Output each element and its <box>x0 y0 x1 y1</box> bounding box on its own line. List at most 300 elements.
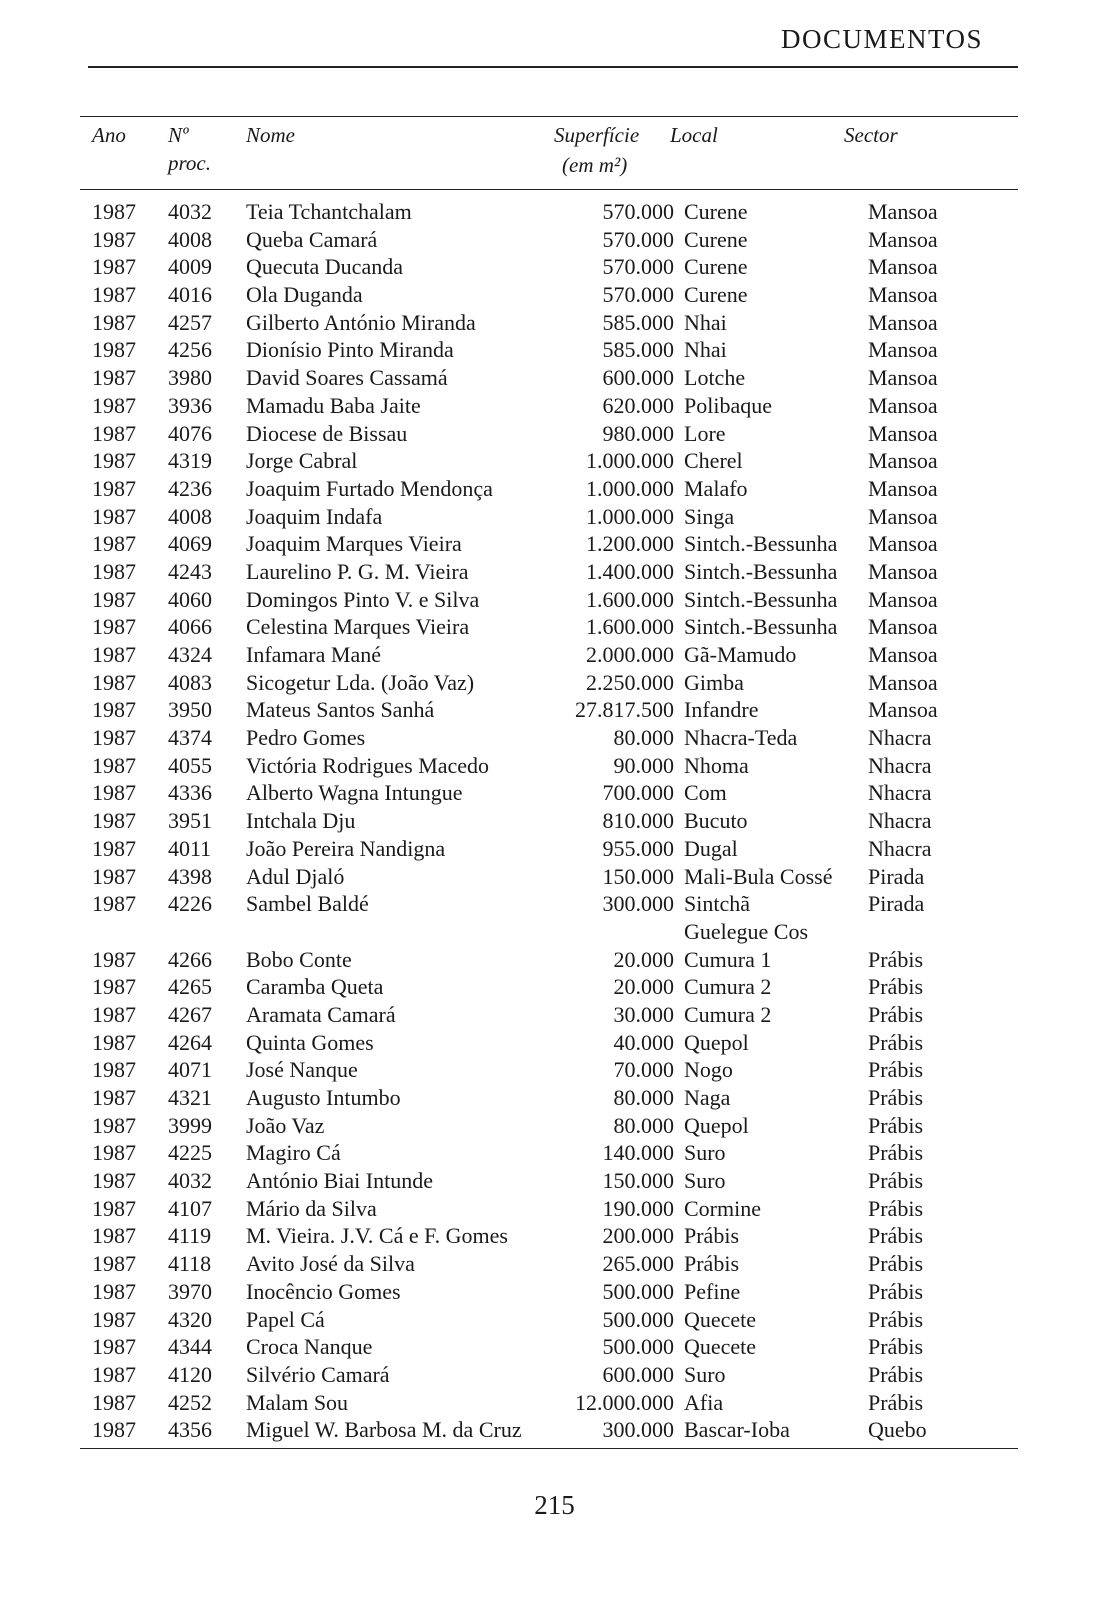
cell-ano: 1987 <box>92 531 136 557</box>
cell-local: Lore <box>684 420 726 446</box>
cell-superficie: 20.000 <box>613 946 674 972</box>
cell-local: Sintch.-Bessunha <box>684 586 838 612</box>
cell-proc: 4243 <box>168 558 212 584</box>
cell-nome: Aramata Camará <box>246 1001 396 1027</box>
cell-superficie: 570.000 <box>602 282 674 308</box>
cell-nome: João Vaz <box>246 1112 325 1138</box>
cell-ano: 1987 <box>92 1029 136 1055</box>
table-row <box>80 1276 1018 1304</box>
cell-nome: Papel Cá <box>246 1306 325 1332</box>
cell-local: Nhoma <box>684 752 749 778</box>
cell-sector: Nhacra <box>868 780 932 806</box>
cell-proc: 4236 <box>168 475 212 501</box>
cell-sector: Nhacra <box>868 725 932 751</box>
cell-superficie: 90.000 <box>613 752 674 778</box>
table-row <box>80 224 1018 252</box>
cell-sector: Mansoa <box>868 199 938 224</box>
cell-sector: Mansoa <box>868 226 938 252</box>
cell-proc: 4008 <box>168 226 212 252</box>
cell-sector: Prábis <box>868 1306 923 1332</box>
cell-proc: 4226 <box>168 891 212 917</box>
cell-sector: Mansoa <box>868 503 938 529</box>
cell-nome: David Soares Cassamá <box>246 365 448 391</box>
cell-proc: 4083 <box>168 669 212 695</box>
cell-proc: 4264 <box>168 1029 212 1055</box>
cell-nome: Sambel Baldé <box>246 891 369 917</box>
table-row <box>80 1082 1018 1110</box>
cell-nome: João Pereira Nandigna <box>246 835 446 861</box>
cell-sector: Prábis <box>868 1334 923 1360</box>
cell-superficie: 150.000 <box>602 1168 674 1194</box>
cell-local: Suro <box>684 1361 726 1387</box>
cell-proc: 4256 <box>168 337 212 363</box>
cell-superficie: 570.000 <box>602 226 674 252</box>
table-row <box>80 611 1018 639</box>
cell-sector: Mansoa <box>868 392 938 418</box>
cell-local: Afia <box>684 1389 724 1415</box>
cell-sector: Prábis <box>868 974 923 1000</box>
cell-superficie: 140.000 <box>602 1140 674 1166</box>
table-row <box>80 362 1018 390</box>
table-row <box>80 307 1018 335</box>
cell-local: Cherel <box>684 448 743 474</box>
table-header <box>80 117 1018 189</box>
cell-proc: 3970 <box>168 1278 212 1304</box>
cell-sector: Prábis <box>868 1195 923 1221</box>
col-header-superficie-2: (em m²) <box>562 153 628 177</box>
cell-superficie: 190.000 <box>602 1195 674 1221</box>
cell-local: Com <box>684 780 727 806</box>
cell-local: Sintch.-Bessunha <box>684 614 838 640</box>
cell-ano: 1987 <box>92 1389 136 1415</box>
cell-superficie: 265.000 <box>602 1251 674 1277</box>
table-row <box>80 971 1018 999</box>
cell-ano: 1987 <box>92 448 136 474</box>
cell-proc: 4324 <box>168 642 212 667</box>
cell-superficie: 700.000 <box>602 780 674 806</box>
cell-sector: Nhacra <box>868 835 932 861</box>
cell-local: Curene <box>684 254 748 280</box>
table-row <box>80 1331 1018 1359</box>
table-row <box>80 1193 1018 1221</box>
cell-ano: 1987 <box>92 337 136 363</box>
cell-local: Quecete <box>684 1334 757 1360</box>
cell-ano: 1987 <box>92 780 136 806</box>
cell-sector: Mansoa <box>868 282 938 308</box>
cell-superficie: 600.000 <box>602 365 674 391</box>
cell-sector: Mansoa <box>868 642 938 667</box>
cell-nome: Bobo Conte <box>246 946 352 972</box>
cell-ano: 1987 <box>92 752 136 778</box>
cell-proc: 4320 <box>168 1306 212 1332</box>
cell-nome: Diocese de Bissau <box>246 420 408 446</box>
cell-nome: Malam Sou <box>246 1389 349 1415</box>
cell-local: Curene <box>684 282 748 308</box>
cell-local: Nhai <box>684 309 727 335</box>
cell-ano: 1987 <box>92 282 136 308</box>
cell-nome: Adul Djaló <box>246 863 345 889</box>
cell-nome: Croca Nanque <box>246 1334 373 1360</box>
table-row <box>80 1220 1018 1248</box>
cell-proc: 4257 <box>168 309 212 335</box>
table-row <box>80 528 1018 556</box>
cell-ano: 1987 <box>92 586 136 612</box>
cell-proc: 4265 <box>168 974 212 1000</box>
cell-superficie: 1.000.000 <box>586 503 674 529</box>
cell-superficie: 955.000 <box>602 835 674 861</box>
cell-proc: 4267 <box>168 1001 212 1027</box>
cell-proc: 3980 <box>168 365 212 391</box>
cell-local: Polibaque <box>684 392 772 418</box>
table-row <box>80 1359 1018 1387</box>
cell-proc: 4008 <box>168 503 212 529</box>
cell-local: Cumura 1 <box>684 946 772 972</box>
cell-proc: 4336 <box>168 780 212 806</box>
cell-local: Gimba <box>684 669 744 695</box>
table-row <box>80 1110 1018 1138</box>
table-row <box>80 833 1018 861</box>
cell-proc: 3950 <box>168 697 212 723</box>
cell-nome: Gilberto António Miranda <box>246 309 476 335</box>
cell-superficie: 500.000 <box>602 1334 674 1360</box>
cell-superficie: 500.000 <box>602 1278 674 1304</box>
cell-local: Suro <box>684 1168 726 1194</box>
cell-local: Bucuto <box>684 808 748 834</box>
cell-ano: 1987 <box>92 503 136 529</box>
table-row <box>80 1304 1018 1332</box>
cell-proc: 4374 <box>168 725 212 751</box>
col-header-proc-1: Nº <box>168 123 189 147</box>
table-row <box>80 667 1018 695</box>
cell-proc: 4016 <box>168 282 212 308</box>
cell-nome: Pedro Gomes <box>246 725 366 751</box>
cell-proc: 3936 <box>168 392 212 418</box>
cell-sector: Mansoa <box>868 586 938 612</box>
table-row <box>80 805 1018 833</box>
cell-sector: Prábis <box>868 1140 923 1166</box>
cell-superficie: 80.000 <box>613 1112 674 1138</box>
cell-nome: Joaquim Furtado Mendonça <box>246 475 493 501</box>
cell-local: Cumura 2 <box>684 1001 772 1027</box>
cell-nome: Victória Rodrigues Macedo <box>246 752 490 778</box>
cell-superficie: 300.000 <box>602 891 674 917</box>
cell-ano: 1987 <box>92 254 136 280</box>
col-header-ano: Ano <box>92 123 126 147</box>
cell-ano: 1987 <box>92 1223 136 1249</box>
cell-sector: Nhacra <box>868 752 932 778</box>
cell-ano: 1987 <box>92 392 136 418</box>
cell-nome: Quinta Gomes <box>246 1029 374 1055</box>
page-number: 215 <box>534 1490 575 1520</box>
cell-superficie: 40.000 <box>613 1029 674 1055</box>
cell-sector: Mansoa <box>868 420 938 446</box>
cell-local: Sintchã <box>684 891 750 917</box>
cell-local: Singa <box>684 503 735 529</box>
cell-nome: Joaquim Indafa <box>246 503 383 529</box>
cell-local: Sintch.-Bessunha <box>684 558 838 584</box>
table-row <box>80 473 1018 501</box>
cell-ano: 1987 <box>92 1085 136 1110</box>
cell-superficie: 2.000.000 <box>586 642 674 667</box>
cell-local: Sintch.-Bessunha <box>684 531 838 557</box>
table-row <box>80 501 1018 529</box>
cell-ano: 1987 <box>92 1195 136 1221</box>
cell-nome: Silvério Camará <box>246 1361 390 1387</box>
cell-local: Gã-Mamudo <box>684 642 797 667</box>
cell-ano: 1987 <box>92 1168 136 1194</box>
cell-ano: 1987 <box>92 946 136 972</box>
cell-ano: 1987 <box>92 365 136 391</box>
cell-proc: 4032 <box>168 1168 212 1194</box>
cell-superficie: 27.817.500 <box>575 697 674 723</box>
cell-nome: Laurelino P. G. M. Vieira <box>246 558 469 584</box>
table-row <box>80 861 1018 889</box>
table-row <box>80 584 1018 612</box>
cell-superficie: 810.000 <box>602 808 674 834</box>
cell-superficie: 585.000 <box>602 337 674 363</box>
cell-proc: 4055 <box>168 752 212 778</box>
cell-proc: 4118 <box>168 1251 212 1277</box>
cell-superficie: 200.000 <box>602 1223 674 1249</box>
cell-proc: 4266 <box>168 946 212 972</box>
cell-nome: Mateus Santos Sanhá <box>246 697 435 723</box>
cell-ano: 1987 <box>92 1057 136 1083</box>
cell-ano: 1987 <box>92 1001 136 1027</box>
cell-superficie: 570.000 <box>602 199 674 224</box>
col-header-local: Local <box>670 123 718 147</box>
cell-sector: Mansoa <box>868 365 938 391</box>
cell-sector: Mansoa <box>868 558 938 584</box>
cell-local: Infandre <box>684 697 759 723</box>
cell-ano: 1987 <box>92 475 136 501</box>
cell-ano: 1987 <box>92 642 136 667</box>
cell-proc: 4321 <box>168 1085 212 1110</box>
cell-ano: 1987 <box>92 725 136 751</box>
cell-nome: Ola Duganda <box>246 282 363 308</box>
cell-ano: 1987 <box>92 309 136 335</box>
cell-proc: 4356 <box>168 1417 212 1443</box>
cell-superficie: 12.000.000 <box>575 1389 674 1415</box>
cell-ano: 1987 <box>92 669 136 695</box>
cell-superficie: 1.400.000 <box>586 558 674 584</box>
cell-nome: Jorge Cabral <box>246 448 358 474</box>
cell-local: Malafo <box>684 475 748 501</box>
cell-superficie: 570.000 <box>602 254 674 280</box>
cell-nome: Celestina Marques Vieira <box>246 614 470 640</box>
cell-local: Curene <box>684 199 748 224</box>
cell-ano: 1987 <box>92 863 136 889</box>
table-row <box>80 1054 1018 1082</box>
cell-ano: 1987 <box>92 420 136 446</box>
cell-sector: Prábis <box>868 1389 923 1415</box>
cell-superficie: 2.250.000 <box>586 669 674 695</box>
land-concessions-table <box>80 116 1018 1449</box>
cell-nome: Dionísio Pinto Miranda <box>246 337 454 363</box>
table-row <box>80 445 1018 473</box>
cell-superficie: 1.600.000 <box>586 586 674 612</box>
cell-superficie: 1.200.000 <box>586 531 674 557</box>
cell-superficie: 80.000 <box>613 1085 674 1110</box>
cell-proc: 4120 <box>168 1361 212 1387</box>
cell-ano: 1987 <box>92 1417 136 1443</box>
cell-ano: 1987 <box>92 835 136 861</box>
cell-nome: Joaquim Marques Vieira <box>246 531 462 557</box>
cell-proc: 4319 <box>168 448 212 474</box>
cell-proc: 3999 <box>168 1112 212 1138</box>
cell-sector: Mansoa <box>868 531 938 557</box>
cell-nome: Augusto Intumbo <box>246 1085 401 1110</box>
cell-local: Mali-Bula Cossé <box>684 863 833 889</box>
cell-proc: 4060 <box>168 586 212 612</box>
cell-local: Quepol <box>684 1029 749 1055</box>
cell-proc: 4107 <box>168 1195 212 1221</box>
cell-sector: Mansoa <box>868 448 938 474</box>
cell-nome: Infamara Mané <box>246 642 381 667</box>
cell-sector: Prábis <box>868 1223 923 1249</box>
table-row <box>80 1414 1018 1442</box>
cell-nome: Domingos Pinto V. e Silva <box>246 586 480 612</box>
cell-nome: António Biai Intunde <box>246 1168 433 1194</box>
cell-ano: 1987 <box>92 558 136 584</box>
table-row <box>80 556 1018 584</box>
cell-proc: 4069 <box>168 531 212 557</box>
cell-local: Guelegue Cos <box>684 918 809 944</box>
cell-superficie: 70.000 <box>613 1057 674 1083</box>
cell-nome: Queba Camará <box>246 226 378 252</box>
col-header-nome: Nome <box>246 123 295 147</box>
table-row <box>80 1137 1018 1165</box>
table-row <box>80 279 1018 307</box>
cell-ano: 1987 <box>92 1112 136 1138</box>
table-row <box>80 1248 1018 1276</box>
cell-superficie: 500.000 <box>602 1306 674 1332</box>
header-rule <box>88 66 1018 68</box>
cell-superficie: 20.000 <box>613 974 674 1000</box>
cell-superficie: 1.000.000 <box>586 448 674 474</box>
cell-superficie: 620.000 <box>602 392 674 418</box>
cell-superficie: 1.000.000 <box>586 475 674 501</box>
cell-proc: 4066 <box>168 614 212 640</box>
table-row <box>80 1165 1018 1193</box>
cell-local: Nhacra-Teda <box>684 725 798 751</box>
cell-local: Nogo <box>684 1057 733 1083</box>
cell-sector: Mansoa <box>868 697 938 723</box>
table-row <box>80 694 1018 722</box>
cell-nome: M. Vieira. J.V. Cá e F. Gomes <box>246 1223 508 1249</box>
cell-local: Quepol <box>684 1112 749 1138</box>
cell-local: Prábis <box>684 1251 739 1277</box>
table-row <box>80 750 1018 778</box>
cell-proc: 4252 <box>168 1389 212 1415</box>
table-row <box>80 944 1018 972</box>
table-bottom-rule <box>80 1448 1018 1449</box>
cell-local: Cumura 2 <box>684 974 772 1000</box>
cell-ano: 1987 <box>92 1334 136 1360</box>
cell-superficie: 1.600.000 <box>586 614 674 640</box>
cell-proc: 4344 <box>168 1334 212 1360</box>
table-row <box>80 916 1018 944</box>
table-row <box>80 888 1018 916</box>
table-row <box>80 196 1018 224</box>
cell-ano: 1987 <box>92 199 136 224</box>
cell-superficie: 80.000 <box>613 725 674 751</box>
cell-superficie: 980.000 <box>602 420 674 446</box>
cell-proc: 4119 <box>168 1223 212 1249</box>
cell-nome: Avito José da Silva <box>246 1251 415 1277</box>
cell-proc: 4225 <box>168 1140 212 1166</box>
cell-local: Lotche <box>684 365 746 391</box>
cell-sector: Prábis <box>868 1278 923 1304</box>
table-row <box>80 639 1018 667</box>
cell-sector: Mansoa <box>868 614 938 640</box>
cell-proc: 4009 <box>168 254 212 280</box>
cell-sector: Mansoa <box>868 475 938 501</box>
cell-superficie: 600.000 <box>602 1361 674 1387</box>
cell-proc: 4011 <box>168 835 212 861</box>
cell-sector: Pirada <box>868 863 925 889</box>
cell-proc: 4032 <box>168 199 212 224</box>
cell-proc: 4071 <box>168 1057 212 1083</box>
cell-local: Bascar-Ioba <box>684 1417 790 1443</box>
table-body <box>80 190 1018 1448</box>
cell-local: Naga <box>684 1085 731 1110</box>
cell-local: Nhai <box>684 337 727 363</box>
cell-nome: Magiro Cá <box>246 1140 341 1166</box>
cell-ano: 1987 <box>92 226 136 252</box>
cell-superficie: 150.000 <box>602 863 674 889</box>
cell-proc: 3951 <box>168 808 212 834</box>
cell-sector: Prábis <box>868 946 923 972</box>
cell-sector: Nhacra <box>868 808 932 834</box>
table-row <box>80 722 1018 750</box>
cell-sector: Mansoa <box>868 337 938 363</box>
col-header-superficie-1: Superfície <box>554 123 640 147</box>
cell-proc: 4076 <box>168 420 212 446</box>
cell-ano: 1987 <box>92 891 136 917</box>
cell-nome: Mário da Silva <box>246 1195 377 1221</box>
cell-nome: Alberto Wagna Intungue <box>246 780 463 806</box>
cell-superficie: 300.000 <box>602 1417 674 1443</box>
cell-ano: 1987 <box>92 1306 136 1332</box>
cell-sector: Prábis <box>868 1361 923 1387</box>
cell-ano: 1987 <box>92 1251 136 1277</box>
cell-sector: Prábis <box>868 1057 923 1083</box>
cell-sector: Mansoa <box>868 309 938 335</box>
cell-ano: 1987 <box>92 808 136 834</box>
cell-ano: 1987 <box>92 1140 136 1166</box>
cell-sector: Quebo <box>868 1417 927 1443</box>
cell-nome: José Nanque <box>246 1057 358 1083</box>
col-header-sector: Sector <box>844 123 898 147</box>
cell-sector: Mansoa <box>868 254 938 280</box>
running-title: DOCUMENTOS <box>780 24 983 54</box>
cell-nome: Caramba Queta <box>246 974 384 1000</box>
cell-ano: 1987 <box>92 1361 136 1387</box>
cell-sector: Mansoa <box>868 669 938 695</box>
cell-local: Cormine <box>684 1195 761 1221</box>
cell-ano: 1987 <box>92 614 136 640</box>
cell-nome: Inocêncio Gomes <box>246 1278 401 1304</box>
table-row <box>80 390 1018 418</box>
cell-sector: Prábis <box>868 1251 923 1277</box>
cell-nome: Miguel W. Barbosa M. da Cruz <box>246 1417 522 1443</box>
cell-sector: Pirada <box>868 891 925 917</box>
cell-nome: Teia Tchantchalam <box>246 199 412 224</box>
table-row <box>80 1387 1018 1415</box>
cell-nome: Sicogetur Lda. (João Vaz) <box>246 669 475 695</box>
table-row <box>80 418 1018 446</box>
cell-local: Pefine <box>684 1278 741 1304</box>
